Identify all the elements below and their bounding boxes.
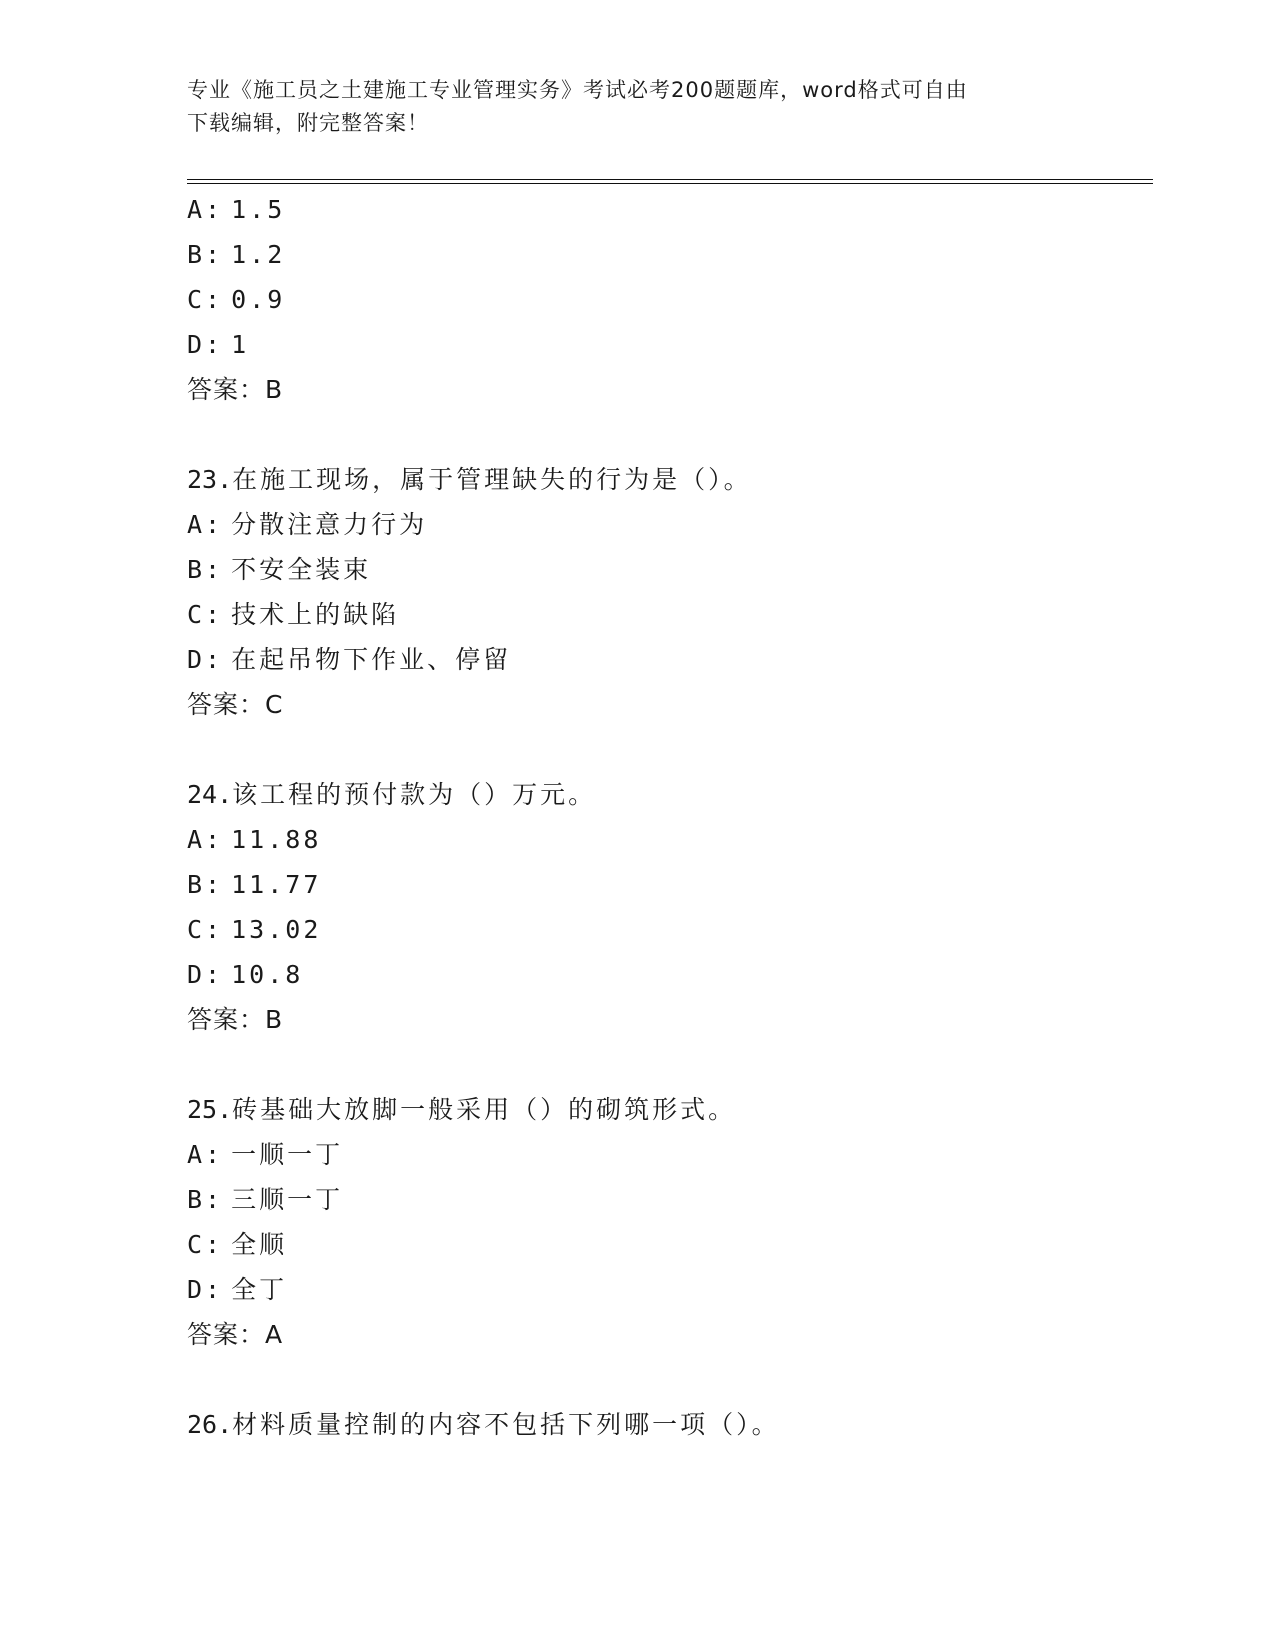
- answer: 答案：B: [187, 1005, 284, 1034]
- option-a: A: 分散注意力行为: [187, 510, 428, 539]
- answer: 答案：B: [187, 375, 284, 404]
- option-a: A: 11.88: [187, 825, 322, 854]
- document-header: [187, 74, 1087, 140]
- header-line-2: 下载编辑，附完整答案！: [187, 111, 429, 135]
- option-c: C: 13.02: [187, 915, 322, 944]
- option-b: B: 不安全装束: [187, 555, 372, 584]
- answer: 答案：C: [187, 690, 284, 719]
- option-c: C: 0.9: [187, 285, 286, 314]
- option-c: C: 全顺: [187, 1230, 288, 1259]
- question-stem: 26.材料质量控制的内容不包括下列哪一项（）。: [187, 1410, 780, 1439]
- option-a: A: 1.5: [187, 195, 286, 224]
- answer: 答案：A: [187, 1320, 284, 1349]
- header-rule-bottom: [187, 183, 1153, 184]
- option-b: B: 1.2: [187, 240, 286, 269]
- option-d: D: 在起吊物下作业、停留: [187, 645, 512, 674]
- option-b: B: 11.77: [187, 870, 322, 899]
- option-c: C: 技术上的缺陷: [187, 600, 400, 629]
- option-a: A: 一顺一丁: [187, 1140, 344, 1169]
- header-line-1: 专业《施工员之土建施工专业管理实务》考试必考200题题库，word格式可自由: [187, 78, 968, 102]
- option-d: D: 1: [187, 330, 250, 359]
- option-d: D: 全丁: [187, 1275, 288, 1304]
- question-stem: 25.砖基础大放脚一般采用（）的砌筑形式。: [187, 1095, 737, 1124]
- header-rule-top: [187, 179, 1153, 180]
- question-stem: 23.在施工现场，属于管理缺失的行为是（）。: [187, 465, 752, 494]
- option-d: D: 10.8: [187, 960, 304, 989]
- question-stem: 24.该工程的预付款为（）万元。: [187, 780, 597, 809]
- option-b: B: 三顺一丁: [187, 1185, 344, 1214]
